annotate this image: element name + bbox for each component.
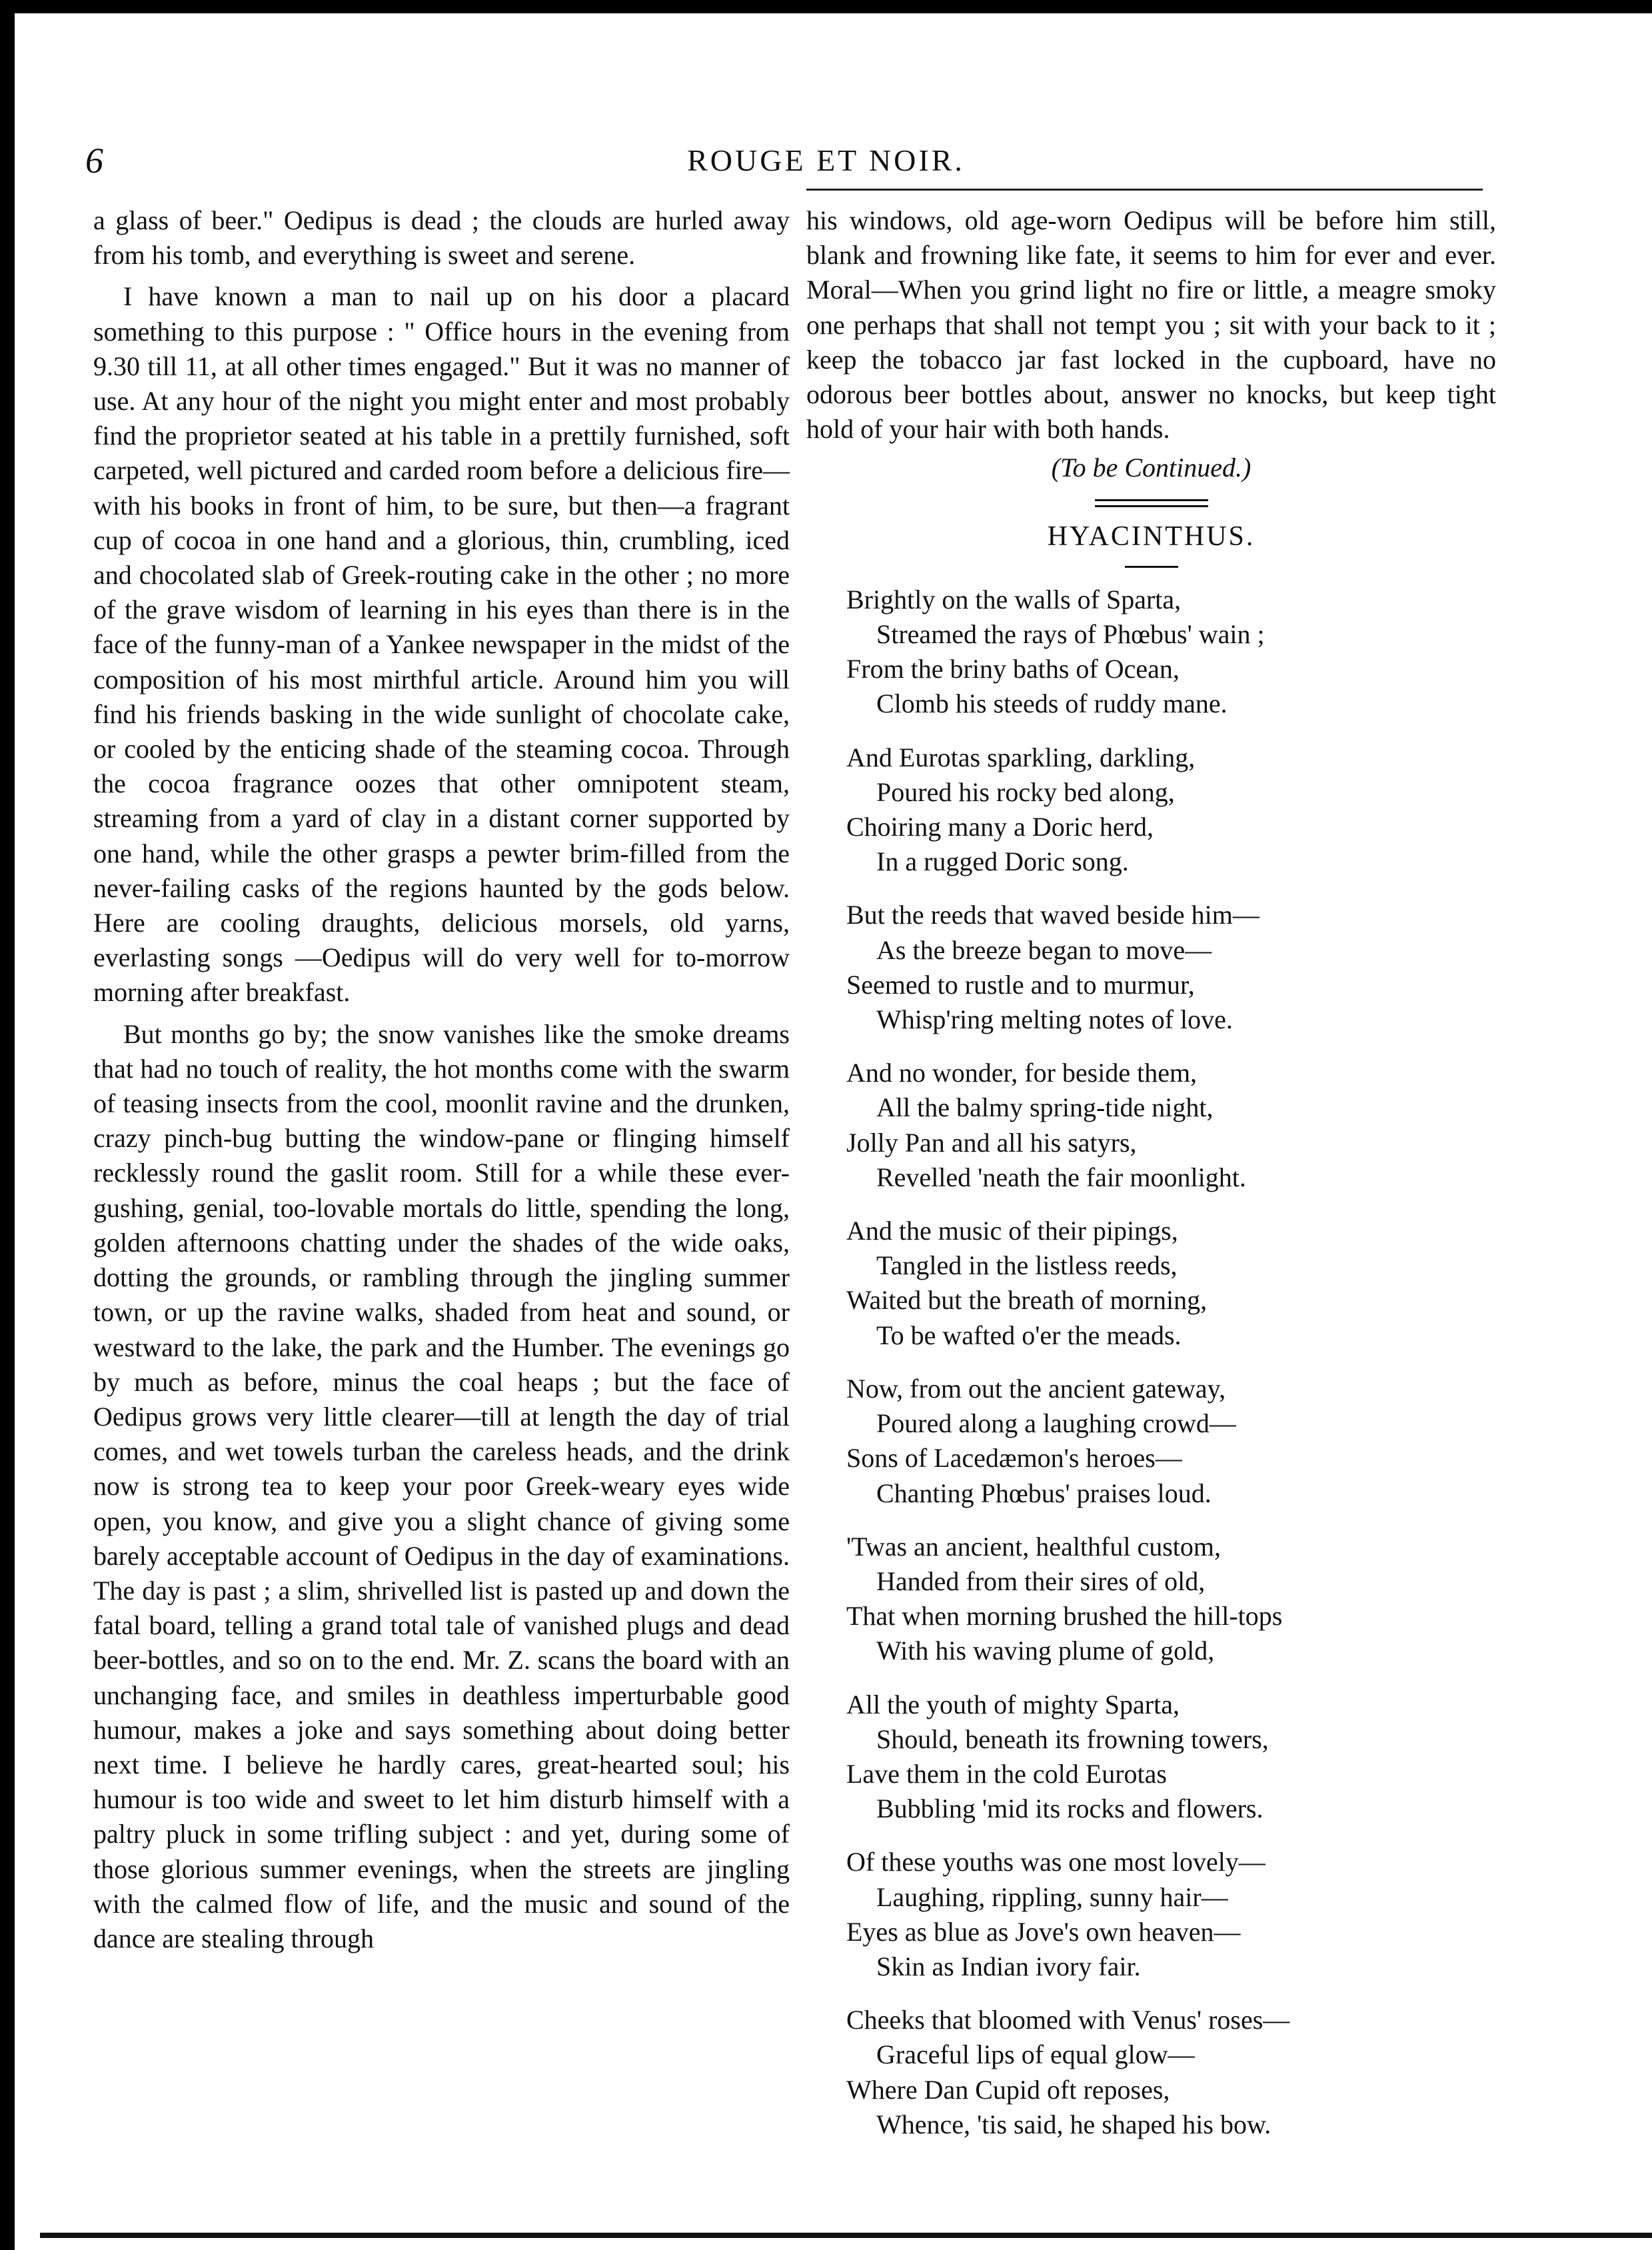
paragraph: But months go by; the snow vanishes like the smoke dreams that had no touch of reality, the hot months come with the swarm of teasing insects from the cool, moonlit ravine and the drunken, crazy pinch-bug butting the window-pane or flinging himself recklessly round the gaslit room. Still for a while these ever-gushing, genial, too-lovable mortals do little, spending the long, golden afternoons chatting under the shades of the wide oaks, dotting the grounds, or rambling through the jingling summer town, or up the ravine walks, shaded from heat and sound, or westward to the lake, the park and the Humber. The evenings go by much as before, minus the coal heaps ; but the face of Oedipus grows very little clearer—till at length the day of trial comes, and wet towels turban the careless heads, and the drink now is strong tea to keep your poor Greek-weary eyes wide open, you know, and give you a slight chance of giving some barely acceptable account of Oedipus in the day of examinations. The day is past ; a slim, shrivelled list is pasted up and down the fatal board, telling a grand total tale of vanished plugs and dead beer-bottles, and so on to the end. Mr. Z. scans the board with an unchanging face, and smiles in deathless imperturbable good humour, makes a joke and says something about doing better next time. I believe he hardly cares, great-hearted soul; his humour is too wide and sweet to let him disturb himself with a paltry pluck in some trifling subject : and yet, during some of those glorious summer evenings, when the streets are jingling with the calmed flow of life, and the music and sound of the dance are stealing through bbox=[93, 1018, 790, 1953]
poem-stanza bbox=[846, 740, 1496, 880]
scan-border-left bbox=[0, 0, 15, 2250]
poem-line: As the breeze began to move— bbox=[876, 934, 1212, 965]
poem-line: Tangled in the listless reeds, bbox=[876, 1250, 1178, 1281]
poem-stanza bbox=[846, 2003, 1496, 2142]
running-head: ROUGE ET NOIR. bbox=[687, 143, 965, 177]
poem-line: In a rugged Doric song. bbox=[876, 846, 1129, 877]
poem-line: Poured his rocky bed along, bbox=[876, 776, 1175, 807]
poem-line: Skin as Indian ivory fair. bbox=[876, 1951, 1141, 1981]
page-number: 6 bbox=[85, 141, 103, 181]
poem-line: Brightly on the walls of Sparta, bbox=[846, 584, 1182, 614]
left-column bbox=[93, 203, 790, 1956]
poem-line: Eyes as blue as Jove's own heaven— bbox=[846, 1916, 1241, 1947]
scan-border-bottom bbox=[40, 2233, 1652, 2238]
poem-stanza bbox=[846, 1056, 1496, 1195]
poem-line: Seemed to rustle and to murmur, bbox=[846, 969, 1195, 1000]
poem-line: From the briny baths of Ocean, bbox=[846, 654, 1180, 684]
poem-line: Streamed the rays of Phœbus' wain ; bbox=[876, 619, 1265, 650]
poem-line: And Eurotas sparkling, darkling, bbox=[846, 742, 1196, 772]
scan-border-top bbox=[0, 0, 1652, 13]
poem-line: Of these youths was one most lovely— bbox=[846, 1847, 1265, 1877]
right-column bbox=[806, 203, 1496, 2161]
poem-line: Choiring many a Doric herd, bbox=[846, 812, 1154, 842]
poem-line: And the music of their pipings, bbox=[846, 1216, 1178, 1246]
poem-line: All the balmy spring-tide night, bbox=[876, 1092, 1214, 1123]
poem-line: Whence, 'tis said, he shaped his bow. bbox=[876, 2109, 1271, 2139]
poem-line: Whisp'ring melting notes of love. bbox=[876, 1004, 1233, 1035]
continued-note: (To be Continued.) bbox=[1051, 453, 1251, 483]
poem-line: Jolly Pan and all his satyrs, bbox=[846, 1127, 1137, 1158]
poem-line: Chanting Phœbus' praises loud. bbox=[876, 1478, 1212, 1508]
poem-stanza bbox=[846, 1372, 1496, 1511]
paragraph: a glass of beer." Oedipus is dead ; the clouds are hurled away from his tomb, and everything is sweet and serene. bbox=[93, 205, 790, 271]
poem-line: Cheeks that bloomed with Venus' roses— bbox=[846, 2005, 1290, 2035]
poem-line: Handed from their sires of old, bbox=[876, 1566, 1206, 1596]
poem-line: Laughing, rippling, sunny hair— bbox=[876, 1881, 1228, 1912]
poem-line: Graceful lips of equal glow— bbox=[876, 2039, 1195, 2070]
poem-line: Now, from out the ancient gateway, bbox=[846, 1373, 1226, 1404]
poem-stanza bbox=[846, 1688, 1496, 1827]
poem-line: Poured along a laughing crowd— bbox=[876, 1408, 1236, 1439]
poem-stanza bbox=[846, 1214, 1496, 1353]
paragraph: his windows, old age-worn Oedipus will be before him still, blank and frowning like fate, it seems to him for ever and ever. Moral—When you grind light no fire or little, a meagre smoky one perhaps that shall not tempt you ; sit with your back to it ; keep the tobacco jar fast locked in the cupboard, have no odorous beer bottles about, answer no knocks, but keep tight hold of your hair with both hands. bbox=[806, 205, 1496, 445]
poem-line: All the youth of mighty Sparta, bbox=[846, 1689, 1180, 1719]
title-rule bbox=[1125, 566, 1178, 568]
poem-body bbox=[806, 582, 1496, 2142]
poem-line: Should, beneath its frowning towers, bbox=[876, 1723, 1269, 1754]
poem-line: But the reeds that waved beside him— bbox=[846, 900, 1259, 930]
poem-stanza bbox=[846, 1845, 1496, 1984]
poem-line: Waited but the breath of morning, bbox=[846, 1285, 1208, 1316]
poem-line: Lave them in the cold Eurotas bbox=[846, 1758, 1167, 1789]
poem-line: That when morning brushed the hill-tops bbox=[846, 1601, 1283, 1632]
poem-stanza bbox=[846, 582, 1496, 722]
poem-line: And no wonder, for beside them, bbox=[846, 1058, 1198, 1088]
poem-line: 'Twas an ancient, healthful custom, bbox=[846, 1531, 1222, 1562]
poem-line: Where Dan Cupid oft reposes, bbox=[846, 2074, 1170, 2105]
paragraph: I have known a man to nail up on his door a placard something to this purpose : " Office hours in the evening from 9.30 till 11, at all other times engaged." But it was no manner of use. At any hour of the night you might enter and most probably find the proprietor seated at his table in a prettily furnished, soft carpeted, well pictured and carded room before a delicious fire—with his books in front of him, to be sure, but then—a fragrant cup of cocoa in one hand and a glorious, thin, crumbling, iced and chocolated slab of Greek-routing cake in the other ; no more of the grave wisdom of learning in his eyes than there is in the face of the funny-man of a Yankee newspaper in the midst of the composition of his most mirthful article. Around him you will find his friends basking in the wide sunlight of chocolate cake, or cooled by the enticing shade of the steaming cocoa. Through the cocoa fragrance oozes that other omnipotent steam, streaming from a yard of clay in a distant corner supported by one hand, while the other grasps a pewter brim-filled from the never-failing casks of the regions haunted by the gods below. Here are cooling draughts, delicious morsels, old yarns, everlasting songs —Oedipus will do very well for to-morrow morning after breakfast. bbox=[93, 281, 790, 1008]
poem-line: Revelled 'neath the fair moonlight. bbox=[876, 1162, 1246, 1192]
poem-line: Clomb his steeds of ruddy mane. bbox=[876, 688, 1228, 719]
poem-title: HYACINTHUS. bbox=[1047, 521, 1255, 552]
poem-line: Sons of Lacedæmon's heroes— bbox=[846, 1443, 1182, 1474]
poem-line: Bubbling 'mid its rocks and flowers. bbox=[876, 1793, 1263, 1824]
poem-line: With his waving plume of gold, bbox=[876, 1636, 1215, 1666]
poem-stanza bbox=[846, 898, 1496, 1037]
poem-line: To be wafted o'er the meads. bbox=[876, 1320, 1182, 1350]
section-divider bbox=[1095, 499, 1208, 507]
header-rule bbox=[806, 189, 1483, 191]
poem-stanza bbox=[846, 1530, 1496, 1669]
